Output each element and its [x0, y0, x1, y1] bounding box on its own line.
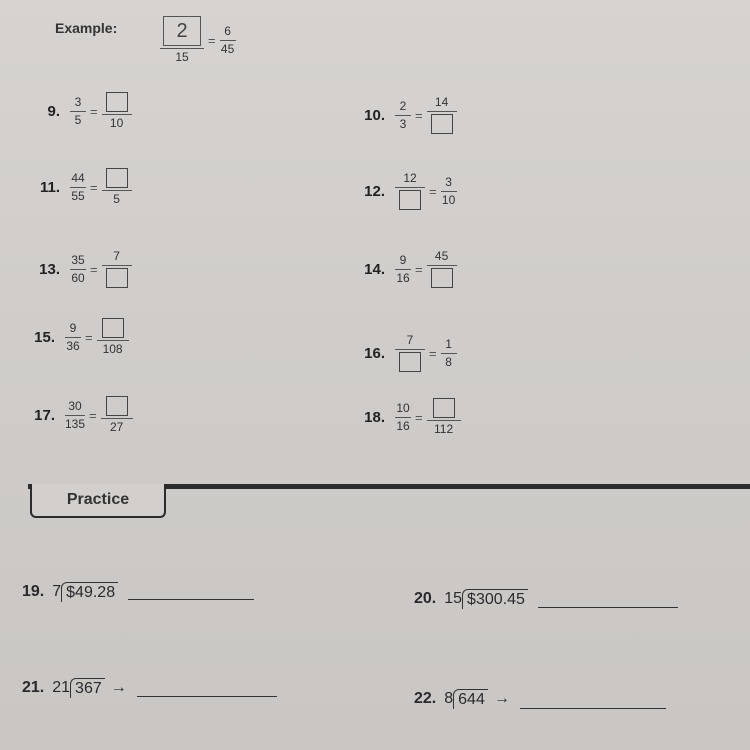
- denominator: 10: [441, 192, 456, 207]
- problem-20: [414, 589, 678, 609]
- example-label: Example:: [55, 20, 118, 36]
- numerator: 7: [406, 333, 414, 347]
- equals-sign: =: [85, 329, 93, 345]
- practice-heading: [30, 484, 166, 518]
- problem-11: [30, 168, 132, 206]
- problem-19: [22, 582, 254, 602]
- numerator: 9: [69, 320, 77, 335]
- answer-box[interactable]: [106, 168, 128, 188]
- numerator: 44: [71, 170, 85, 185]
- example-right-numerator: 6: [224, 23, 231, 38]
- denominator: 27: [109, 420, 124, 434]
- problem-21: [22, 678, 277, 698]
- equals-sign: =: [89, 407, 97, 423]
- problem-9: [30, 92, 132, 130]
- problem-number: 9.: [47, 102, 60, 120]
- problem-number: 19.: [22, 583, 45, 600]
- equals-sign: =: [415, 107, 423, 123]
- problem-number: 11.: [39, 178, 60, 196]
- numerator: 3: [445, 174, 452, 189]
- answer-box[interactable]: [106, 92, 128, 112]
- problem-number: 17.: [34, 406, 55, 424]
- answer-line[interactable]: [137, 696, 277, 697]
- denominator: 16: [396, 418, 410, 433]
- problem-18: [355, 398, 461, 436]
- answer-box[interactable]: [106, 396, 128, 416]
- numerator: 7: [113, 249, 120, 263]
- numerator: 12: [403, 171, 417, 185]
- answer-box[interactable]: [399, 190, 421, 210]
- equals-sign: =: [208, 32, 216, 48]
- problem-12: [355, 172, 457, 210]
- problem-number: 14.: [364, 260, 385, 278]
- answer-box[interactable]: [106, 268, 128, 288]
- example-denominator: 15: [175, 50, 189, 64]
- answer-box[interactable]: [431, 268, 453, 288]
- practice-title: Practice: [66, 491, 130, 508]
- denominator: 5: [74, 112, 82, 127]
- denominator: 135: [65, 416, 86, 431]
- problem-number: 12.: [364, 182, 385, 200]
- dividend: $49.28: [61, 582, 118, 602]
- equals-sign: =: [415, 261, 423, 277]
- problem-number: 21.: [22, 679, 45, 696]
- divisor: 7: [52, 583, 62, 600]
- numerator: 14: [434, 95, 449, 109]
- denominator: 36: [66, 338, 80, 353]
- denominator: 8: [445, 354, 452, 369]
- problem-13: [30, 250, 132, 288]
- denominator: 16: [396, 270, 410, 285]
- example-right-denominator: 45: [220, 41, 235, 56]
- problem-14: [355, 250, 457, 288]
- divisor: 8: [444, 690, 454, 707]
- denominator: 55: [71, 188, 85, 203]
- answer-box[interactable]: [433, 398, 455, 418]
- numerator: 30: [68, 398, 82, 413]
- equals-sign: =: [90, 179, 98, 195]
- problem-number: 20.: [414, 590, 437, 607]
- divisor: 21: [52, 679, 71, 696]
- example-answer-box: [163, 16, 201, 46]
- numerator: 45: [434, 249, 449, 263]
- denominator: 60: [71, 270, 85, 285]
- dividend: 644: [453, 689, 488, 709]
- problem-number: 15.: [34, 328, 55, 346]
- answer-line[interactable]: [538, 607, 678, 608]
- equals-sign: =: [415, 409, 423, 425]
- answer-box[interactable]: [102, 318, 124, 338]
- answer-box[interactable]: [399, 352, 421, 372]
- numerator: 9: [399, 252, 407, 267]
- equals-sign: =: [90, 261, 98, 277]
- numerator: 1: [445, 336, 452, 351]
- problem-number: 16.: [364, 344, 385, 362]
- numerator: 2: [399, 98, 407, 113]
- arrow-icon: →: [493, 690, 510, 707]
- dividend: 367: [70, 678, 105, 698]
- example-answer: 2: [176, 19, 188, 42]
- problem-number: 22.: [414, 690, 437, 707]
- arrow-icon: →: [110, 679, 127, 696]
- problem-number: 10.: [364, 106, 385, 124]
- problem-17: [25, 396, 133, 434]
- denominator: 108: [102, 342, 123, 356]
- answer-line[interactable]: [128, 599, 254, 600]
- denominator: 112: [434, 422, 454, 436]
- answer-line[interactable]: [520, 708, 666, 709]
- equals-sign: =: [429, 345, 437, 361]
- problem-10: [355, 96, 457, 134]
- divisor: 15: [444, 590, 463, 607]
- problem-number: 13.: [39, 260, 60, 278]
- problem-15: [25, 318, 129, 356]
- answer-box[interactable]: [431, 114, 453, 134]
- denominator: 10: [109, 116, 124, 130]
- numerator: 10: [396, 400, 410, 415]
- denominator: 5: [113, 192, 120, 206]
- equals-sign: =: [429, 183, 437, 199]
- problem-number: 18.: [364, 408, 385, 426]
- example-problem: [160, 16, 236, 64]
- denominator: 3: [399, 116, 407, 131]
- problem-22: [414, 689, 666, 709]
- numerator: 3: [74, 94, 82, 109]
- numerator: 35: [71, 252, 85, 267]
- equals-sign: =: [90, 103, 98, 119]
- dividend: $300.45: [462, 589, 528, 609]
- problem-16: [355, 334, 457, 372]
